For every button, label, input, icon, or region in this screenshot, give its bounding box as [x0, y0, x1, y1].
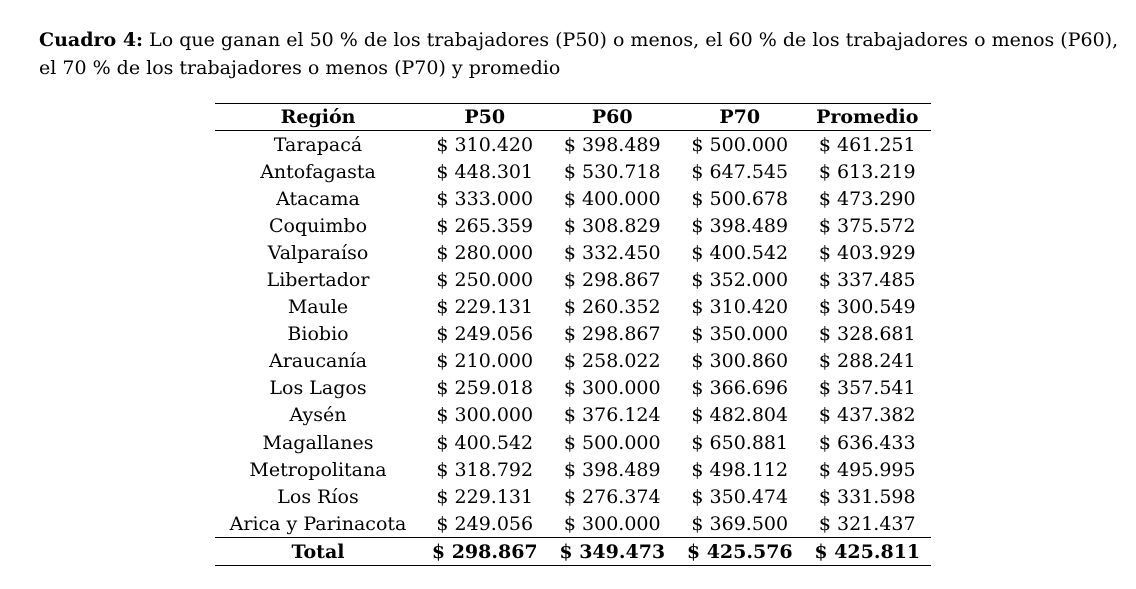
p60-cell: $ 332.450 [563, 241, 661, 264]
promedio-cell: $ 331.598 [818, 485, 916, 508]
p60-cell: $ 298.867 [563, 323, 661, 346]
p50-cell: $ 400.542 [436, 431, 534, 454]
region-cell: Magallanes [262, 431, 374, 454]
p50-cell: $ 318.792 [436, 458, 534, 481]
p60-cell: $ 300.000 [563, 377, 661, 400]
column-header-p50: P50 [464, 106, 506, 128]
promedio-cell: $ 357.541 [818, 377, 916, 400]
p70-cell: $ 310.420 [691, 296, 789, 319]
p50-cell: $ 333.000 [436, 187, 534, 210]
p50-cell: $ 229.131 [436, 485, 534, 508]
promedio-cell: $ 403.929 [818, 241, 916, 264]
region-cell: Libertador [266, 269, 370, 292]
p50-cell: $ 448.301 [436, 160, 534, 183]
table-row [215, 212, 931, 239]
p70-cell: $ 352.000 [691, 269, 789, 292]
table-row [215, 402, 931, 429]
caption-text: Lo que ganan el 50 % de los trabajadores (P50) o menos, el 60 % de los trabajadores o menos (P60), el 70 % de los trabajadores o menos (P70) y promedio [39, 29, 1119, 79]
table-header-row [215, 104, 931, 131]
p70-cell: $ 398.489 [691, 214, 789, 237]
p60-cell: $ 258.022 [563, 350, 661, 373]
table-row [215, 158, 931, 185]
p70-cell: $ 647.545 [691, 160, 789, 183]
region-cell: Valparaíso [267, 241, 369, 264]
region-cell: Biobio [287, 323, 349, 346]
total-p50-cell: $ 298.867 [431, 540, 538, 563]
table-row [215, 456, 931, 483]
region-cell: Maule [287, 296, 349, 319]
table-row [215, 185, 931, 212]
table-row [215, 483, 931, 510]
region-cell: Metropolitana [249, 458, 387, 481]
region-cell: Araucanía [269, 350, 367, 373]
p60-cell: $ 276.374 [563, 485, 661, 508]
p50-cell: $ 249.056 [436, 512, 534, 535]
region-cell: Los Ríos [277, 485, 359, 508]
p50-cell: $ 210.000 [436, 350, 534, 373]
p70-cell: $ 500.000 [691, 133, 789, 156]
promedio-cell: $ 495.995 [818, 458, 916, 481]
p60-cell: $ 300.000 [563, 512, 661, 535]
total-row [215, 538, 931, 566]
p60-cell: $ 376.124 [563, 404, 661, 427]
p60-cell: $ 530.718 [563, 160, 661, 183]
promedio-cell: $ 613.219 [818, 160, 916, 183]
table-row [215, 239, 931, 266]
total-p70-cell: $ 425.576 [686, 540, 793, 563]
p60-cell: $ 500.000 [563, 431, 661, 454]
table-row [215, 510, 931, 538]
column-header-p70: P70 [719, 106, 761, 128]
p50-cell: $ 259.018 [436, 377, 534, 400]
caption-label: Cuadro 4: [39, 29, 144, 51]
table-row [215, 375, 931, 402]
promedio-cell: $ 636.433 [818, 431, 916, 454]
table-row [215, 294, 931, 321]
promedio-cell: $ 375.572 [818, 214, 916, 237]
table-row [215, 348, 931, 375]
p60-cell: $ 400.000 [563, 187, 661, 210]
p70-cell: $ 300.860 [691, 350, 789, 373]
total-p60-cell: $ 349.473 [559, 540, 666, 563]
promedio-cell: $ 288.241 [818, 350, 916, 373]
p70-cell: $ 400.542 [691, 241, 789, 264]
p50-cell: $ 229.131 [436, 296, 534, 319]
table-row [215, 131, 931, 159]
p60-cell: $ 308.829 [563, 214, 661, 237]
p50-cell: $ 310.420 [436, 133, 534, 156]
p70-cell: $ 500.678 [691, 187, 789, 210]
p60-cell: $ 398.489 [563, 458, 661, 481]
promedio-cell: $ 337.485 [818, 269, 916, 292]
region-cell: Tarapacá [273, 133, 363, 156]
total-promedio-cell: $ 425.811 [814, 540, 921, 563]
p70-cell: $ 482.804 [691, 404, 789, 427]
p70-cell: $ 498.112 [691, 458, 789, 481]
table-body [215, 131, 931, 538]
p50-cell: $ 280.000 [436, 241, 534, 264]
promedio-cell: $ 300.549 [818, 296, 916, 319]
region-cell: Coquimbo [268, 214, 368, 237]
region-cell: Arica y Parinacota [229, 512, 407, 535]
promedio-cell: $ 328.681 [818, 323, 916, 346]
p70-cell: $ 369.500 [691, 512, 789, 535]
p50-cell: $ 250.000 [436, 269, 534, 292]
table-row [215, 321, 931, 348]
p70-cell: $ 350.474 [691, 485, 789, 508]
p50-cell: $ 249.056 [436, 323, 534, 346]
promedio-cell: $ 437.382 [818, 404, 916, 427]
table-caption [39, 26, 1119, 82]
promedio-cell: $ 321.437 [818, 512, 916, 535]
region-cell: Los Lagos [269, 377, 367, 400]
p70-cell: $ 366.696 [691, 377, 789, 400]
table-row [215, 429, 931, 456]
p60-cell: $ 298.867 [563, 269, 661, 292]
p60-cell: $ 260.352 [563, 296, 661, 319]
region-cell: Antofagasta [260, 160, 376, 183]
region-cell: Atacama [276, 187, 360, 210]
total-label: Total [291, 540, 345, 563]
p50-cell: $ 300.000 [436, 404, 534, 427]
column-header-promedio: Promedio [816, 106, 919, 128]
wage-table [215, 103, 931, 566]
promedio-cell: $ 473.290 [818, 187, 916, 210]
p70-cell: $ 650.881 [691, 431, 789, 454]
column-header-p60: P60 [591, 106, 633, 128]
p70-cell: $ 350.000 [691, 323, 789, 346]
table-row [215, 266, 931, 293]
region-cell: Aysén [289, 404, 347, 427]
promedio-cell: $ 461.251 [818, 133, 916, 156]
p50-cell: $ 265.359 [436, 214, 534, 237]
p60-cell: $ 398.489 [563, 133, 661, 156]
column-header-region: Región [280, 106, 356, 128]
